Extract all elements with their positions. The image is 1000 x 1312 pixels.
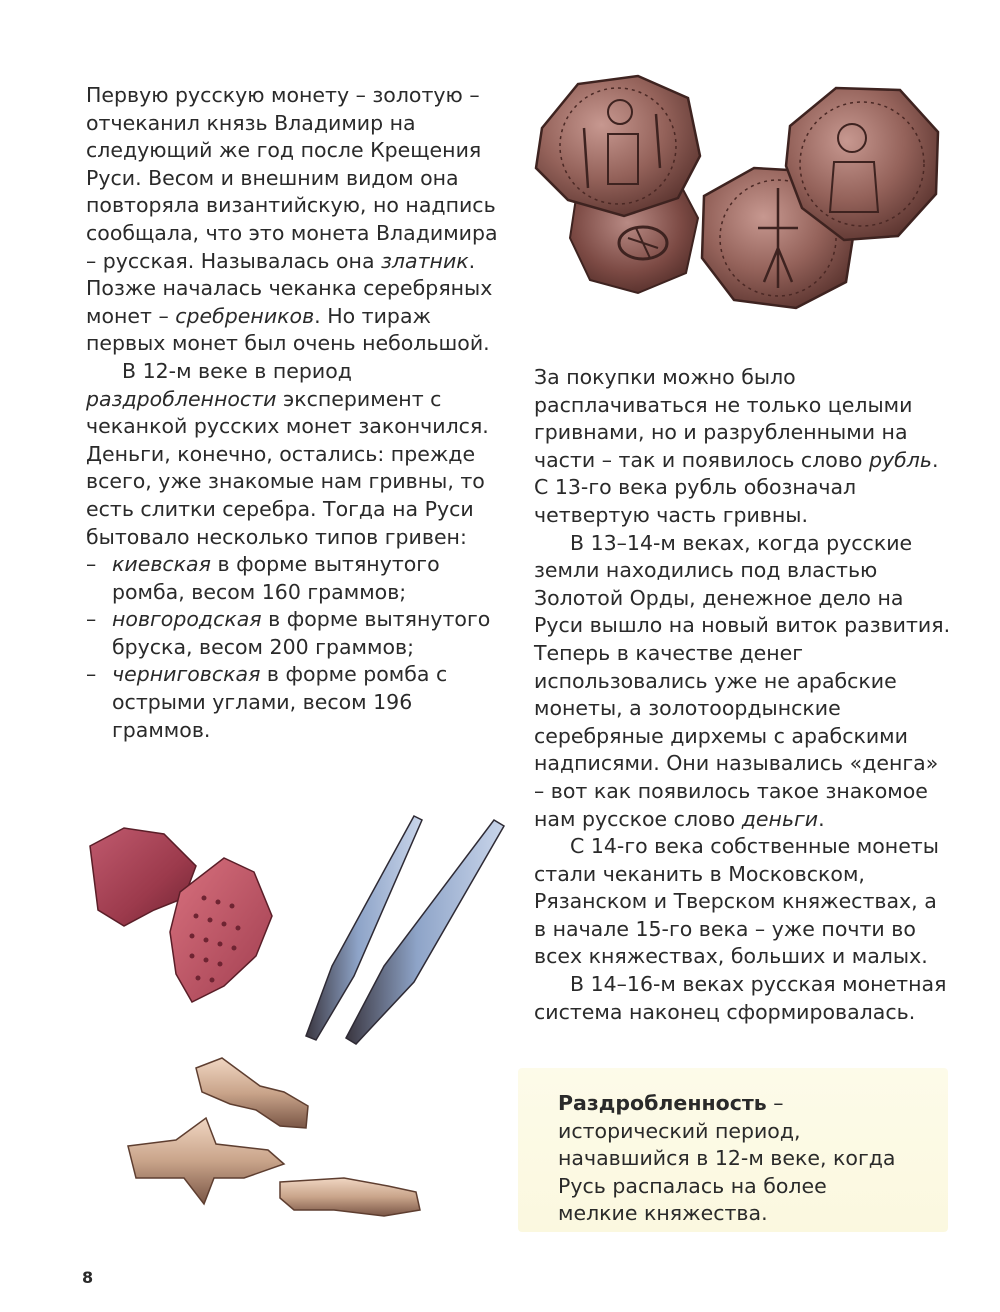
text-span: эксперимент с чеканкой русских монет закончился. Деньги, конечно, остались: прежде всего, уже знакомые нам гривны, то есть слитки серебра. Тогда на Руси бытовало несколько типов гривен: [86,386,489,549]
term-srebrenik: сребреников [175,303,315,328]
term-ruble: рубль [869,447,932,472]
list-item-text: в форме ромба с острыми углами, весом 196 граммов. [112,662,448,742]
hryvnia-ingots-illustration [84,806,514,1220]
ingot-chernigov-bottom [280,1178,420,1216]
glossary-box [518,1068,948,1232]
hryvnia-types-list [86,551,506,744]
glossary-term: Раздробленность [558,1091,767,1115]
text-span: В 13–14-м веках, когда русские земли находились под властью Золотой Орды, денежное дело на Руси вышло на новый виток развития. Теперь в качестве денег использовались уже не арабские монеты, а золотоордынские серебряные дирхемы с арабскими надписями. Они назывались «денга» – вот как появилось такое знакомое нам русское слово [534,530,951,831]
paragraph-first-coin [86,82,506,358]
text-span: Первую русскую монету – золотую – отчеканил князь Владимир на следующий же год после Крещения Руси. Весом и внешним видом она повторяла византийскую, но надпись сообщала, что это монета Владимира – русская. Называлась она [86,83,498,273]
page-number: 8 [82,1268,94,1287]
text-span: . [818,806,825,831]
ingot-chernigov-middle [128,1118,284,1204]
paragraph-fragmentation [86,358,506,551]
term-dengi: деньги [741,806,819,831]
text-span: . Но тираж первых монет был очень небольшой. [86,303,490,356]
paragraph-own-coins: С 14-го века собственные монеты стали чеканить в Московском, Рязанском и Тверском княжествах, а в начале 15-го века – уже почти во всех княжествах, больших и малых. [534,834,939,969]
list-item-text: в форме вытянутого ромба, весом 160 граммов; [112,552,440,604]
list-item [86,661,506,744]
list-item-text: в форме вытянутого бруска, весом 200 граммов; [112,607,491,659]
list-item-term: черниговская [112,662,261,687]
glossary-entry [558,1090,912,1228]
coins-illustration [528,68,948,328]
left-column [86,82,506,744]
paragraph-monetary-system: В 14–16-м веках русская монетная система наконец сформировалась. [534,972,947,1024]
list-item [86,551,506,606]
text-span: . С 13-го века рубль обозначал четвертую часть гривны. [534,447,939,527]
text-span: За покупки можно было расплачиваться не только целыми гривнами, но и разрубленными на части – так и появилось слово [534,365,913,472]
list-item-term: киевская [112,552,211,577]
coin-top-left [536,76,700,216]
ingot-chernigov-top [196,1058,308,1128]
text-span: В 12-м веке в период [122,358,352,383]
paragraph-ruble [534,364,954,530]
right-column [534,364,954,1026]
paragraph-golden-horde [534,530,954,834]
text-span: . Позже началась чеканка серебряных монет – [86,248,493,328]
glossary-definition: – исторический период, начавшийся в 12-м веке, когда Русь распалась на более мелкие княжества. [558,1091,896,1226]
list-item-term: новгородская [112,607,262,632]
list-item [86,606,506,661]
term-zlatnik: златник [381,248,469,273]
term-fragmentation: раздробленности [86,386,277,411]
